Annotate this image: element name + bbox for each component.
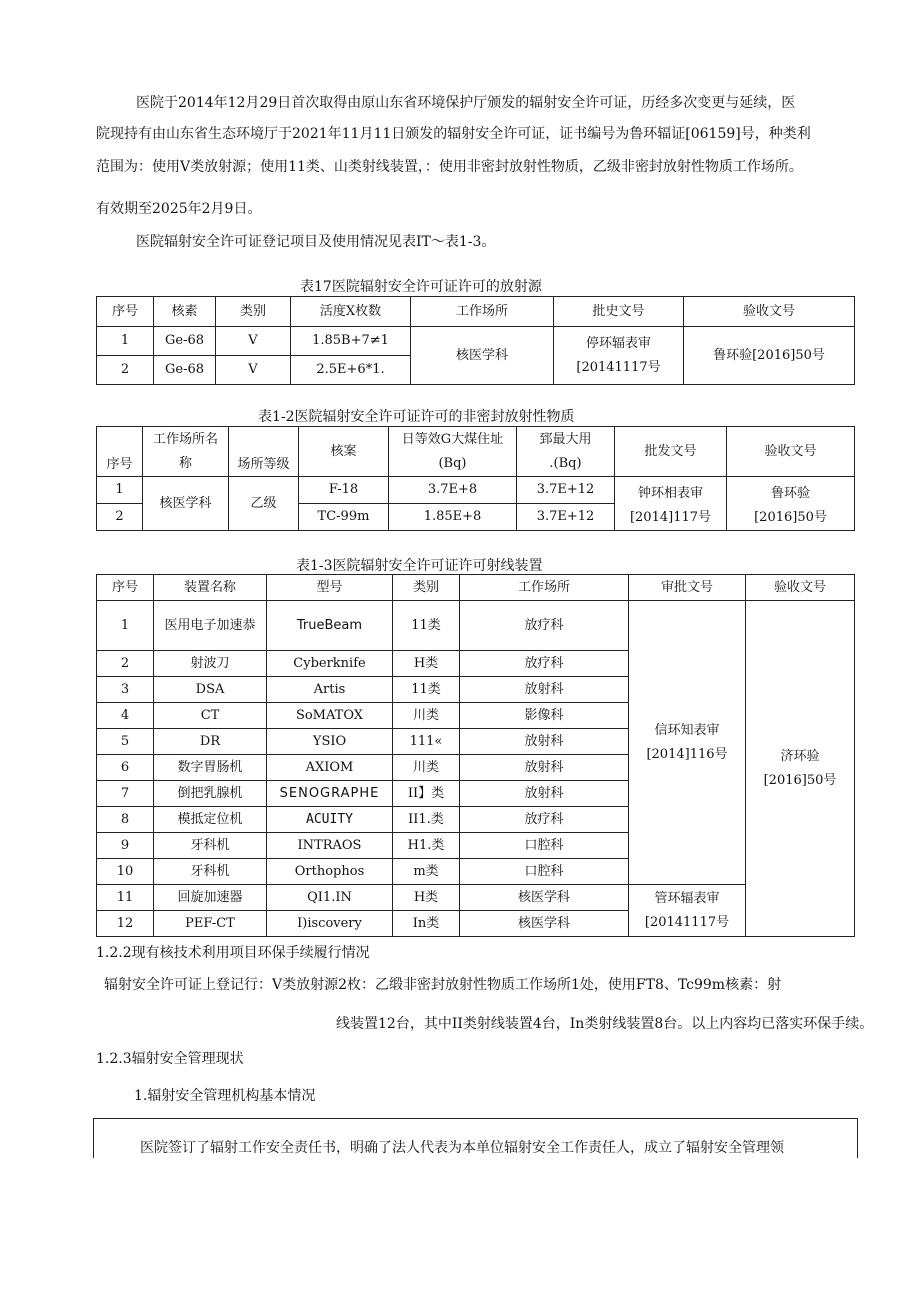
table1-header-cell: 验收文号	[684, 297, 855, 327]
table3-approval-b-l1: 管环辐表审	[654, 890, 720, 906]
table3-cell: I)iscovery	[267, 911, 393, 937]
box-top-border	[93, 1118, 858, 1119]
section-122-heading: 1.2.2现有核技术利用项目环保手续履行情况	[96, 945, 370, 961]
table2-cell: 3.7E+12	[517, 477, 615, 504]
table3-cell: 放射科	[460, 729, 629, 755]
table3-cell: 5	[97, 729, 154, 755]
table3-cell: 10	[97, 859, 154, 885]
table3-acceptance-l1: 济环验	[780, 748, 820, 764]
table3-cell: 口腔科	[460, 833, 629, 859]
table3-approval-a-l2: [2014]116号	[646, 746, 728, 762]
table1-cell: 2.5E+6*1.	[291, 356, 411, 385]
table3-caption: 表1-3医院辐射安全许可证许可射线装置	[296, 558, 543, 574]
table3-acceptance-l2: [2016]50号	[763, 772, 837, 788]
box-text: 医院签订了辐射工作安全责任书，明确了法人代表为本单位辐射安全工作责任人，成立了辐射安全管理领	[140, 1140, 784, 1156]
table1-header-cell: 类别	[216, 297, 291, 327]
table3-header-cell: 工作场所	[460, 575, 629, 601]
table3-cell: 医用电子加速恭	[154, 601, 267, 651]
table2-approval	[615, 477, 727, 531]
table3-cell: 放疗科	[460, 807, 629, 833]
table2-header-daily-l2: (Bq)	[438, 455, 467, 471]
table3-cell: H类	[393, 651, 460, 677]
table3-cell: 川类	[393, 703, 460, 729]
table3-cell: 12	[97, 911, 154, 937]
table3-cell: II】类	[393, 781, 460, 807]
table2-cell: TC-99m	[299, 504, 389, 531]
table3-cell: 影像科	[460, 703, 629, 729]
table3-cell: 11类	[393, 601, 460, 651]
table2-cell: 3.7E+12	[517, 504, 615, 531]
table2-header-row	[97, 427, 855, 477]
table3-cell: In类	[393, 911, 460, 937]
table2-header-site	[143, 427, 229, 477]
table3-cell: 3	[97, 677, 154, 703]
table1-acceptance: 鲁环验[2016]50号	[684, 327, 855, 385]
table2-cell: 1	[97, 477, 143, 504]
table1-header-cell: 活度X枚数	[291, 297, 411, 327]
table3-cell: 数字胃肠机	[154, 755, 267, 781]
intro-line-1: 医院于2014年12月29日首次取得由原山东省环境保护厅颁发的辐射安全许可证，历经多次变更与延续，医	[136, 95, 796, 111]
table2-header-grade: 场所等级	[229, 427, 299, 477]
table1-caption: 表17医院辐射安全许可证许可的放射源	[300, 279, 542, 295]
section-123-heading: 1.2.3辐射安全管理现状	[96, 1051, 244, 1067]
table3-cell: 11类	[393, 677, 460, 703]
table3-cell: DSA	[154, 677, 267, 703]
table2-cell: 1.85E+8	[389, 504, 517, 531]
table3-header-cell: 验收文号	[746, 575, 855, 601]
intro-line-2: 院现持有由山东省生态环境厅于2021年11月11日颁发的辐射安全许可证，证书编号为鲁环辐证[06159]号，种类利	[96, 126, 811, 142]
section-122-line1: 辐射安全许可证上登记行：V类放射源2枚：乙缎非密封放射性物质工作场所1处，使用FT8、Tc99m核素：射	[104, 977, 782, 993]
box-right-border	[857, 1118, 858, 1158]
intro-line-4: 有效期至2025年2月9日。	[96, 201, 262, 217]
table-row	[97, 477, 855, 504]
table-row	[97, 601, 855, 651]
table1-header-cell: 序号	[97, 297, 154, 327]
table2-header-daily-l1: 日等效G大煤住址	[401, 431, 504, 447]
table2-header-max-l2: .(Bq)	[549, 455, 582, 471]
table2-approval-l2: [2014]117号	[629, 510, 712, 525]
table2-header-daily	[389, 427, 517, 477]
table1-cell: 2	[97, 356, 154, 385]
table3-cell: 11	[97, 885, 154, 911]
table-row	[97, 327, 855, 356]
table3-ray-devices	[96, 574, 855, 937]
table3-cell: 牙科机	[154, 833, 267, 859]
table3-cell: 核医学科	[460, 885, 629, 911]
table1-approval	[554, 327, 684, 385]
table2-acceptance	[727, 477, 855, 531]
table3-cell: 4	[97, 703, 154, 729]
table2-header-nuclide: 核案	[299, 427, 389, 477]
table1-cell: Ge-68	[154, 356, 216, 385]
table2-acceptance-l2: [2016]50号	[754, 510, 827, 525]
section-122-line2: 线装置12台，其中II类射线装置4台，In类射线装置8台。以上内容均已落实环保手续。	[336, 1016, 874, 1032]
table3-cell: 川类	[393, 755, 460, 781]
table2-cell: 2	[97, 504, 143, 531]
table3-cell: TrueBeam	[267, 601, 393, 651]
table1-workplace: 核医学科	[411, 327, 554, 385]
table3-cell: QI1.IN	[267, 885, 393, 911]
table3-cell: 倒把乳腺机	[154, 781, 267, 807]
table2-cell: 3.7E+8	[389, 477, 517, 504]
table3-cell: CT	[154, 703, 267, 729]
table3-cell: Artis	[267, 677, 393, 703]
table3-header-cell: 类别	[393, 575, 460, 601]
table3-cell: 7	[97, 781, 154, 807]
table3-cell: Orthophos	[267, 859, 393, 885]
table3-cell: 111«	[393, 729, 460, 755]
table3-header-cell: 序号	[97, 575, 154, 601]
table3-cell: SENOGRAPHE	[267, 781, 393, 807]
table1-approval-line2: [20141117号	[576, 359, 661, 375]
table3-cell: SoMATOX	[267, 703, 393, 729]
table3-cell: 1	[97, 601, 154, 651]
table2-header-max-l1: 郅最大用	[539, 431, 592, 447]
table3-cell: YSIO	[267, 729, 393, 755]
table3-header-cell: 审批文号	[629, 575, 746, 601]
table3-cell: DR	[154, 729, 267, 755]
table3-cell: INTRAOS	[267, 833, 393, 859]
table3-cell: 8	[97, 807, 154, 833]
table3-cell: 口腔科	[460, 859, 629, 885]
table3-cell: 射波刀	[154, 651, 267, 677]
table1-cell: 1	[97, 327, 154, 356]
table3-cell: 2	[97, 651, 154, 677]
table1-cell: V	[216, 327, 291, 356]
table2-unsealed-materials	[96, 426, 855, 531]
table2-header-site-l2: 称	[178, 455, 192, 471]
table3-cell: 放疗科	[460, 651, 629, 677]
table3-header-row	[97, 575, 855, 601]
table3-cell: 9	[97, 833, 154, 859]
table3-cell: 放射科	[460, 781, 629, 807]
table3-approval-a-l1: 信环知表审	[654, 722, 720, 738]
table3-cell: PEF-CT	[154, 911, 267, 937]
table3-cell: 6	[97, 755, 154, 781]
intro-table-ref: 医院辐射安全许可证登记项目及使用情况见表IT～表1-3。	[136, 234, 496, 250]
table2-header-max	[517, 427, 615, 477]
table3-cell: H类	[393, 885, 460, 911]
table3-cell: 放射科	[460, 755, 629, 781]
table3-cell: H1.类	[393, 833, 460, 859]
table2-site: 核医学科	[143, 477, 229, 531]
table3-cell: 放射科	[460, 677, 629, 703]
table3-cell: 回旋加速器	[154, 885, 267, 911]
table3-cell: ACUITY	[267, 807, 393, 833]
table1-cell: V	[216, 356, 291, 385]
table3-cell: AXIOM	[267, 755, 393, 781]
table2-header-acceptance: 验收文号	[727, 427, 855, 477]
table2-cell: F-18	[299, 477, 389, 504]
table2-caption: 表1-2医院辐射安全许可证许可的非密封放射性物质	[258, 409, 575, 425]
table3-header-cell: 型号	[267, 575, 393, 601]
table1-header-cell: 工作场所	[411, 297, 554, 327]
table-row	[97, 885, 855, 911]
table3-cell: 牙科机	[154, 859, 267, 885]
table1-cell: Ge-68	[154, 327, 216, 356]
table2-header-site-l1: 工作场所名	[152, 431, 218, 447]
table1-cell: 1.85B+7≠1	[291, 327, 411, 356]
table3-cell: 模抵定位机	[154, 807, 267, 833]
table1-header-cell: 核素	[154, 297, 216, 327]
section-123-subheading: 1.辐射安全管理机构基本情况	[134, 1088, 316, 1104]
table1-approval-line1: 停环辐表审	[585, 335, 651, 351]
table2-grade: 乙级	[229, 477, 299, 531]
table3-cell: Cyberknife	[267, 651, 393, 677]
table3-cell: 核医学科	[460, 911, 629, 937]
table3-acceptance	[746, 601, 855, 937]
table2-header-approval: 批发文号	[615, 427, 727, 477]
intro-line-3: 范围为：使用V类放射源；使用11类、山类射线装置，：使用非密封放射性物质，乙级非密封放射性物质工作场所。	[96, 159, 803, 175]
box-left-border	[93, 1118, 94, 1158]
table2-header-no: 序号	[97, 427, 143, 477]
table3-approval-a	[629, 601, 746, 885]
table1-header-row	[97, 297, 855, 327]
table1-radioactive-sources	[96, 296, 855, 385]
table2-approval-l1: 钟环相表审	[637, 486, 703, 501]
table1-header-cell: 批史文号	[554, 297, 684, 327]
table3-approval-b	[629, 885, 746, 937]
table3-cell: 放疗科	[460, 601, 629, 651]
table3-approval-b-l2: [20141117号	[644, 914, 730, 930]
table3-cell: II1.类	[393, 807, 460, 833]
table3-header-cell: 装置名称	[154, 575, 267, 601]
table2-acceptance-l1: 鲁环验	[770, 486, 810, 501]
table3-cell: m类	[393, 859, 460, 885]
